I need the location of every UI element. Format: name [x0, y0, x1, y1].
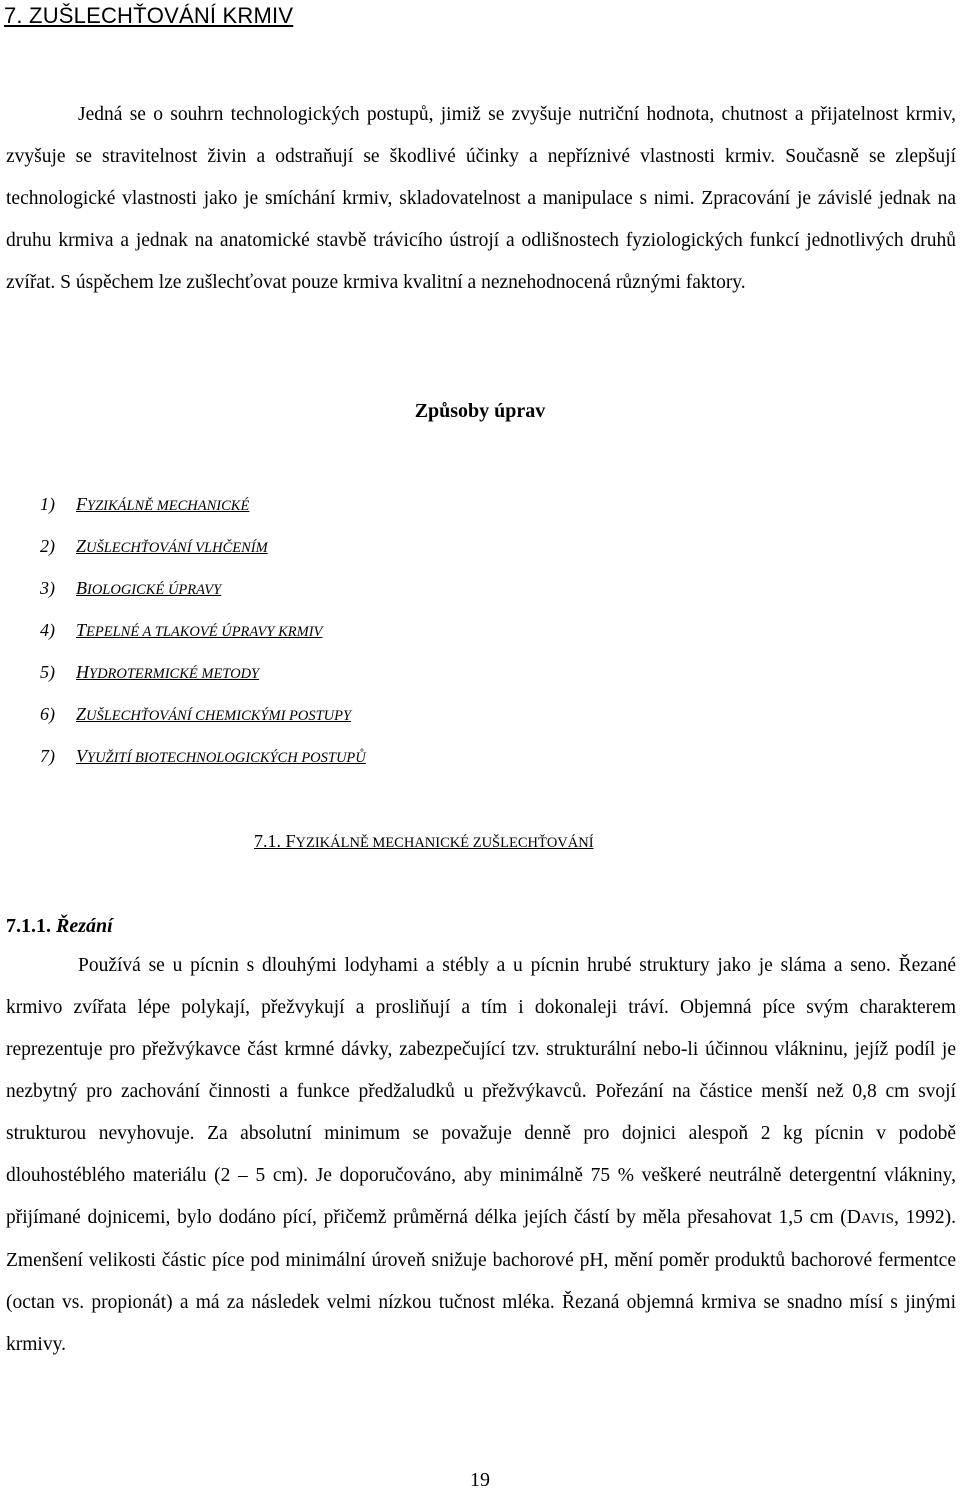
list-item — [40, 739, 366, 781]
page-number: 19 — [470, 1469, 490, 1491]
intro-paragraph: Jedná se o souhrn technologických postupů, jimiž se zvyšuje nutriční hodnota, chutnost a přijatelnost krmiv, zvyšuje se stravitelnost živin a odstraňují se škodlivé účinky a nepříznivé vlastnosti krmiv. Současně se zlepšují technologické vlastnosti jako je smíchání krmiv, skladovatelnost a manipulace s nimi. Zpracování je závislé jednak na druhu krmiva a jednak na anatomické stavbě trávicího ústrojí a odlišnostech fyziologických funkcí jednotlivých druhů zvířat. S úspěchem lze zušlechťovat pouze krmiva kvalitní a neznehodnocená různými faktory. — [6, 104, 956, 293]
list-item-label: ZUŠLECHŤOVÁNÍ CHEMICKÝMI POSTUPY — [76, 704, 352, 724]
list-item — [40, 571, 366, 613]
list-item-number: 3) — [40, 578, 55, 598]
citation-author: DAVIS — [846, 1207, 894, 1228]
list-item-number: 1) — [40, 494, 55, 514]
section-heading: 7.1. FYZIKÁLNĚ MECHANICKÉ ZUŠLECHŤOVÁNÍ — [254, 831, 594, 851]
list-item-label: FYZIKÁLNĚ MECHANICKÉ — [76, 494, 250, 514]
list-item — [40, 655, 366, 697]
list-item-number: 6) — [40, 704, 55, 724]
list-item-number: 7) — [40, 746, 55, 766]
subsection-number: 7.1.1. — [6, 915, 51, 937]
list-item-label: VYUŽITÍ BIOTECHNOLOGICKÝCH POSTUPŮ — [76, 746, 366, 766]
list-item-number: 2) — [40, 536, 55, 556]
list-item-label: BIOLOGICKÉ ÚPRAVY — [76, 578, 222, 598]
list-item-label: HYDROTERMICKÉ METODY — [76, 662, 260, 682]
list-item-number: 5) — [40, 662, 55, 682]
list-item — [40, 529, 366, 571]
subsection-title: Řezání — [56, 915, 113, 937]
list-item — [40, 487, 366, 529]
methods-heading: Způsoby úprav — [414, 400, 546, 422]
list-item-number: 4) — [40, 620, 55, 640]
list-item-label: ZUŠLECHŤOVÁNÍ VLHČENÍM — [76, 536, 268, 556]
list-item — [40, 697, 366, 739]
list-item-label: TEPELNÉ A TLAKOVÉ ÚPRAVY KRMIV — [76, 620, 323, 640]
section-number: 7.1. — [254, 831, 281, 851]
subsection-heading — [6, 911, 113, 941]
chapter-title: 7. ZUŠLECHŤOVÁNÍ KRMIV — [4, 3, 294, 28]
body-paragraph: Používá se u pícnin s dlouhými lodyhami a stébly a u pícnin hrubé struktury jako je sláma a seno. Řezané krmivo zvířata lépe polykají, přežvykují a prosliňují a tím i dokonaleji tráví. Objemná píce svým charakterem reprezentuje pro přežvýkavce část krmné dávky, zabezpečující tzv. strukturální nebo-li účinnou vlákninu, jejíž podíl je nezbytný pro zachování činnosti a funkce předžaludků u přežvýkavců. Pořezání na částice menší než 0,8 cm svojí strukturou nevyhovuje. Za absolutní minimum se považuje denně pro dojnici alespoň 2 kg pícnin v podobě dlouhostéblého materiálu (2 – 5 cm). Je doporučováno, aby minimálně 75 % veškeré neutrálně detergentní vlákniny, přijímané dojnicemi, bylo dodáno pící, přičemž průměrná délka jejích částí by měla přesahovat 1,5 cm (DAVIS, 1992). Zmenšení velikosti částic píce pod minimální úroveň snižuje bachorové pH, mění poměr produktů bachorové fermentce (octan vs. propionát) a má za následek velmi nízkou tučnost mléka. Řezaná objemná krmiva se snadno mísí s jinými krmivy. — [6, 955, 956, 1355]
list-item — [40, 613, 366, 655]
methods-list — [40, 487, 366, 781]
